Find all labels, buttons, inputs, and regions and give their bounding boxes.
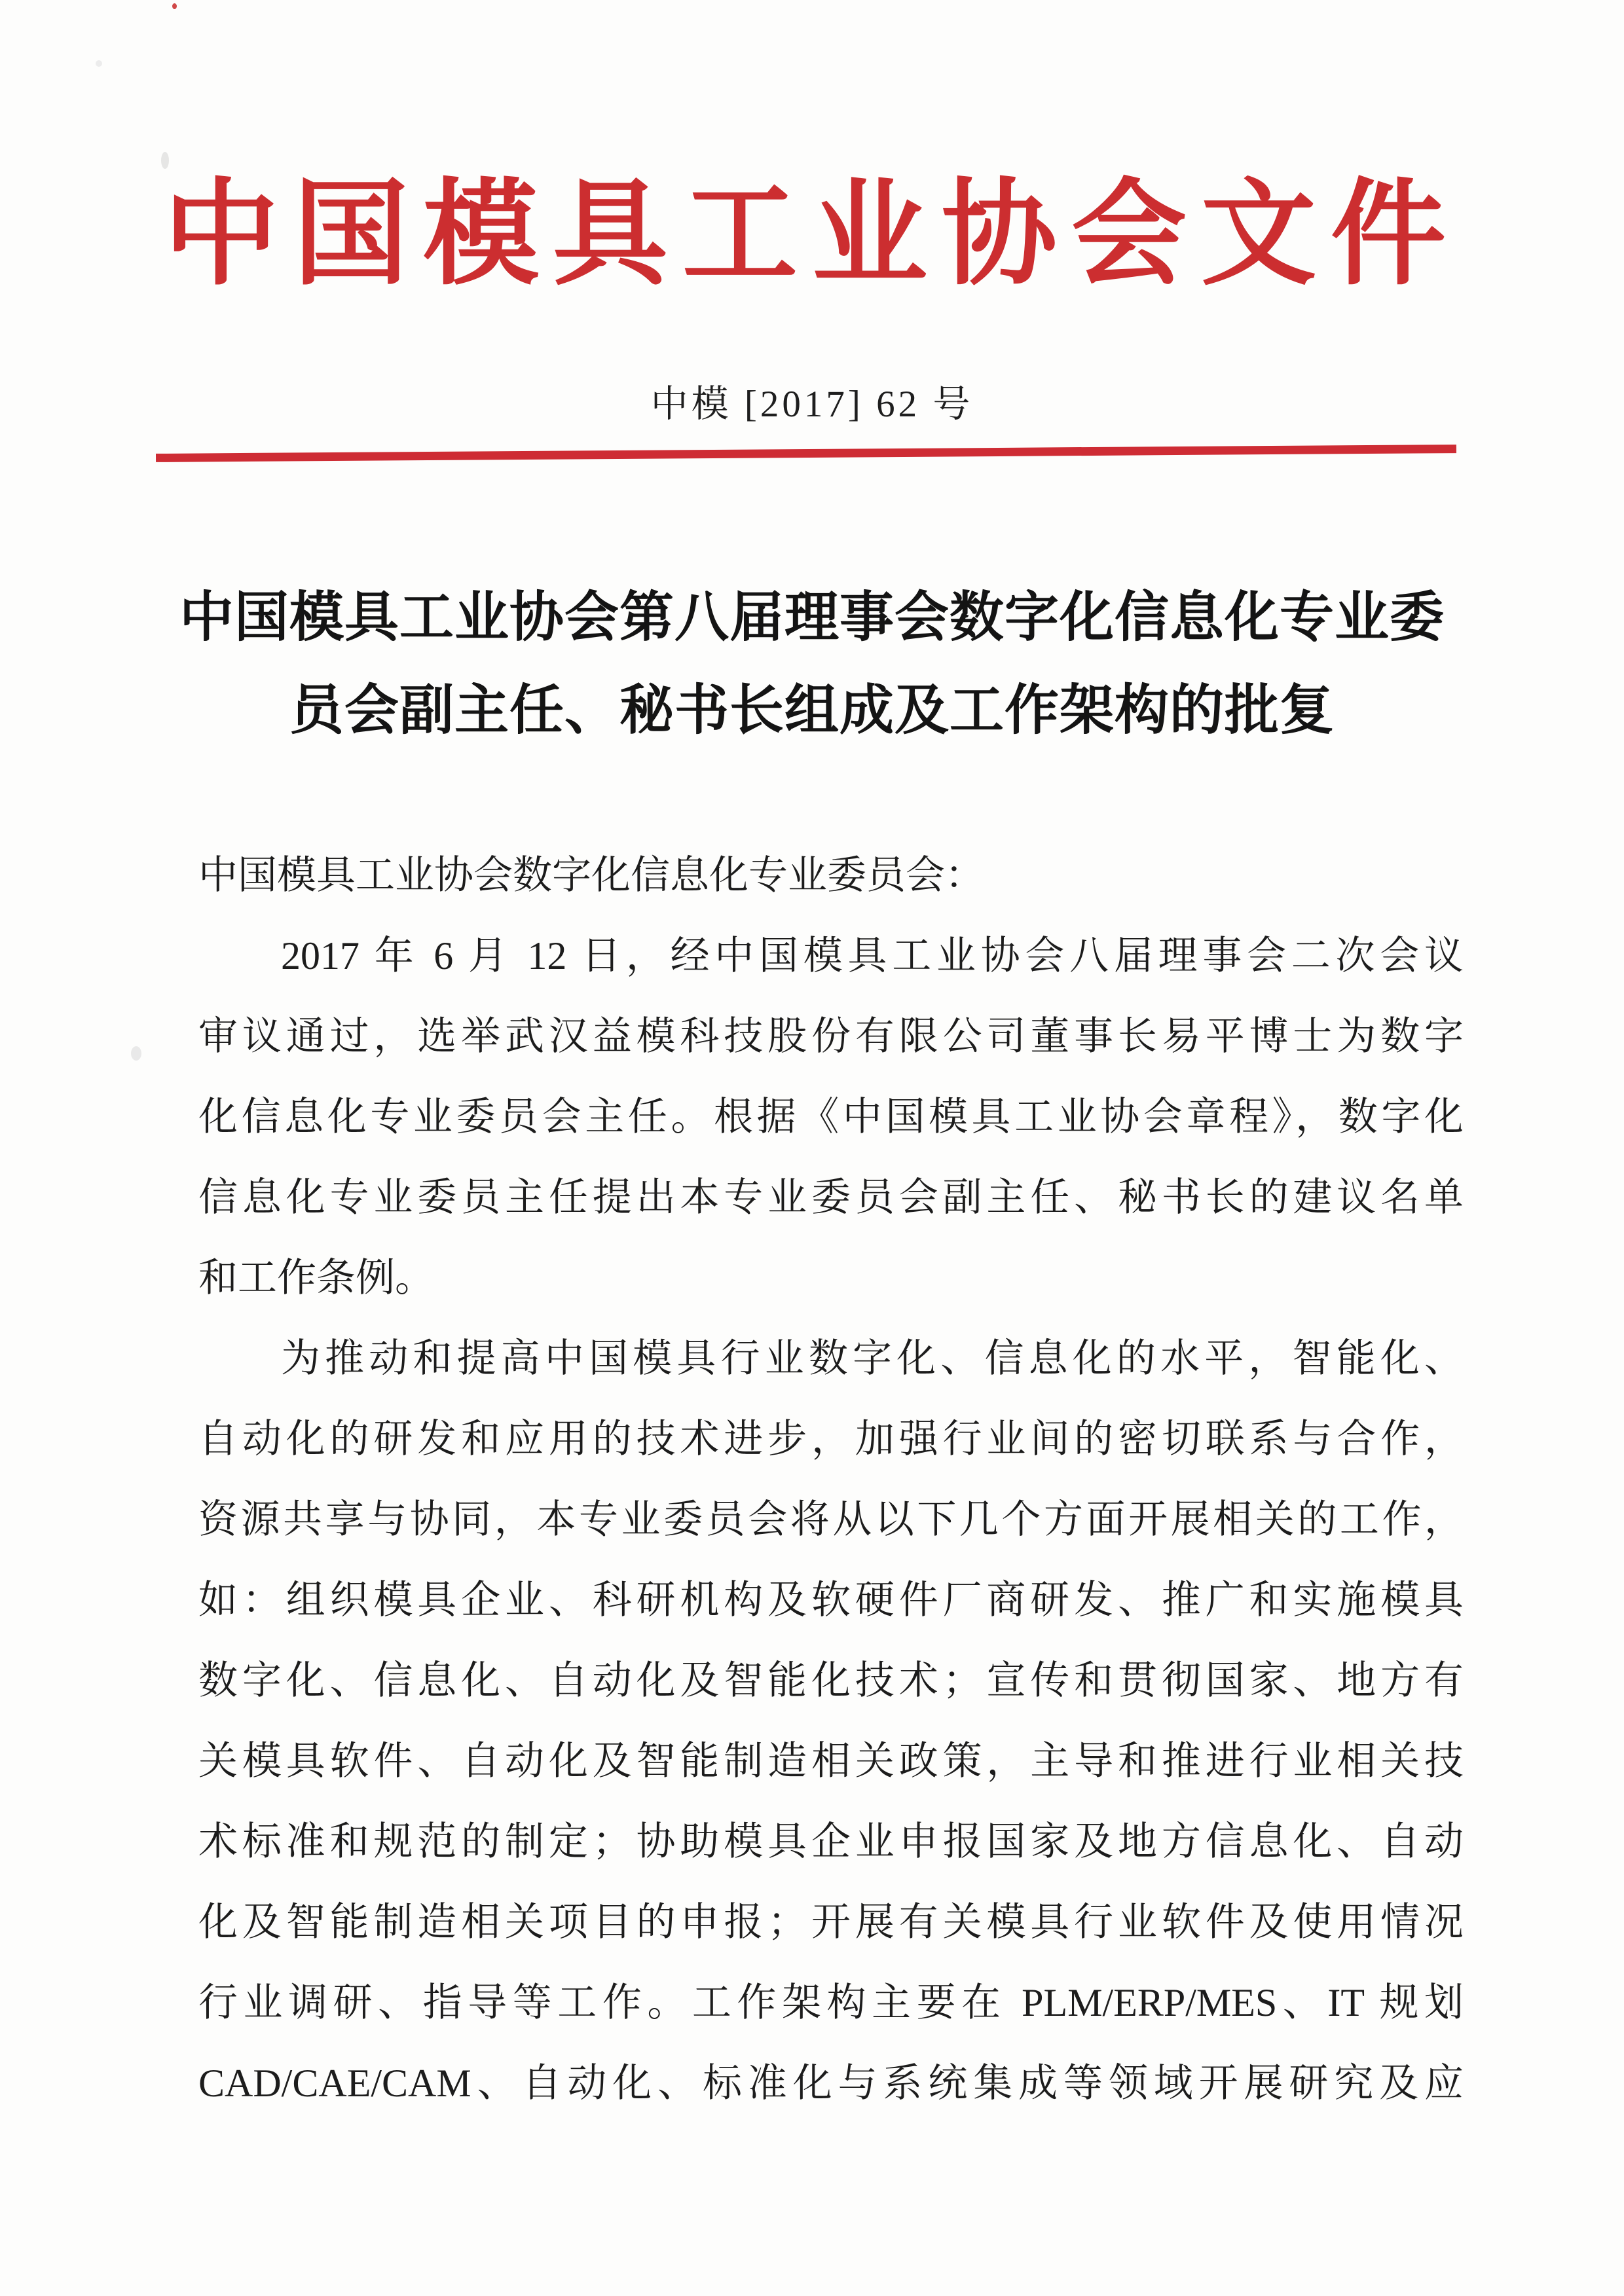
scan-speck bbox=[96, 60, 102, 67]
body-text-line: 为推动和提高中国模具行业数字化、信息化的水平，智能化、 bbox=[281, 1337, 1464, 1380]
body-text-line: 审议通过，选举武汉益模科技股份有限公司董事长易平博士为数字 bbox=[198, 1015, 1464, 1058]
document-title-line-2: 员会副主任、秘书长组成及工作架构的批复 bbox=[289, 680, 1335, 740]
body-text-line: 2017 年 6 月 12 日，经中国模具工业协会八届理事会二次会议 bbox=[281, 934, 1464, 977]
body-text-line: 化信息化专业委员会主任。根据《中国模具工业协会章程》，数字化 bbox=[198, 1095, 1464, 1139]
document-number: 中模 [2017] 62 号 bbox=[650, 384, 974, 425]
scan-speck bbox=[131, 1046, 141, 1061]
body-text-line: 关模具软件、自动化及智能制造相关政策，主导和推进行业相关技 bbox=[198, 1740, 1464, 1783]
body-text-line: 如：组织模具企业、科研机构及软硬件厂商研发、推广和实施模具 bbox=[198, 1578, 1464, 1622]
scan-speck bbox=[172, 3, 177, 9]
salutation-line: 中国模具工业协会数字化信息化专业委员会： bbox=[198, 854, 984, 897]
body-text-line: 行业调研、指导等工作。工作架构主要在 PLM/ERP/MES、IT 规划 bbox=[198, 1981, 1464, 2024]
body-text-line: 资源共享与协同，本专业委员会将从以下几个方面开展相关的工作， bbox=[198, 1498, 1464, 1541]
body-text-line: CAD/CAE/CAM、自动化、标准化与系统集成等领域开展研究及应 bbox=[198, 2062, 1464, 2105]
scan-speck bbox=[161, 152, 169, 169]
body-text-line: 数字化、信息化、自动化及智能化技术；宣传和贯彻国家、地方有 bbox=[198, 1659, 1464, 1702]
document-title-line-1: 中国模具工业协会第八届理事会数字化信息化专业委 bbox=[179, 587, 1445, 647]
body-text-line: 信息化专业委员主任提出本专业委员会副主任、秘书长的建议名单 bbox=[198, 1176, 1464, 1219]
body-text-line: 自动化的研发和应用的技术进步，加强行业间的密切联系与合作， bbox=[198, 1417, 1464, 1461]
letterhead-rule bbox=[156, 445, 1456, 462]
letterhead-title: 中国模具工业协会文件 bbox=[163, 172, 1460, 299]
body-text-line: 化及智能制造相关项目的申报；开展有关模具行业软件及使用情况 bbox=[198, 1901, 1464, 1944]
body-text-line: 术标准和规范的制定；协助模具企业申报国家及地方信息化、自动 bbox=[198, 1820, 1464, 1863]
body-text-line: 和工作条例。 bbox=[198, 1256, 434, 1300]
document-body bbox=[198, 835, 1464, 2124]
document-title bbox=[0, 571, 1624, 757]
